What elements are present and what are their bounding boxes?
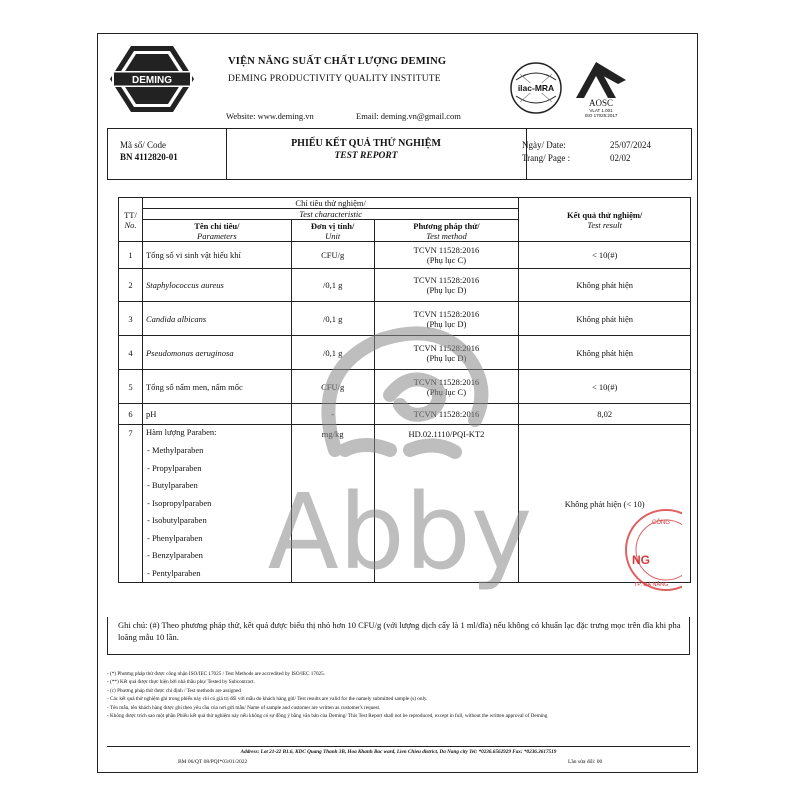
header-no: TT/ No. [119, 198, 143, 242]
table-row: 4 Pseudomonas aeruginosa /0,1 g TCVN 11528:2016 (Phụ lục D) Không phát hiện [119, 336, 691, 370]
list-item: - Butylparaben [146, 480, 198, 490]
table-row: 1 Tổng số vi sinh vật hiếu khí CFU/g TCVN 11528:2016 (Phụ lục C) < 10(#) [119, 242, 691, 269]
table-row: 5 Tổng số nấm men, nấm mốc CFU/g TCVN 11528:2016 (Phụ lục C) < 10(#) [119, 370, 691, 404]
header-method: Phương pháp thử/ Test method [374, 220, 519, 242]
test-report-page [97, 33, 698, 773]
page-label: Trang/ Page : [522, 153, 571, 163]
logo-text: DEMING [132, 75, 172, 86]
header-char-vi: Chỉ tiêu thử nghiệm/ [142, 198, 518, 209]
results-table [118, 197, 691, 583]
table-row-paraben: 7 Hàm lượng Paraben: - Methylparaben - Propylparaben - Butylparaben - Isopropylparaben - Isobutylparaben - Phenylparaben - Benzylparaben - Pentylparaben mg/kg HD.02.1110/PQI-KT2 Không phát hiện (< 10) [119, 425, 691, 583]
report-title-vi: PHIẾU KẾT QUẢ THỬ NGHIỆM [291, 138, 441, 149]
list-item: - Isobutylparaben [146, 515, 207, 525]
note-text: Ghi chú: (#) Theo phương pháp thử, kết quả được biểu thị nhỏ hơn 10 CFU/g (với lượng dịch cấy là 1 ml/đĩa) nếu không có khuẩn lạc đặc trưng mọc trên đĩa khi pha loãng mẫu 10 lần. [118, 620, 681, 642]
header-result: Kết quả thử nghiệm/ Test result [519, 198, 691, 242]
footnote: - (*) Phương pháp thử được công nhận ISO/IEC 17025 / Test Methods are accredited by ISO/IEC 17025. [107, 671, 326, 677]
ilac-mra-icon [508, 58, 564, 118]
list-item: - Benzylparaben [146, 550, 203, 560]
list-item: - Methylparaben [146, 445, 204, 455]
institute-name-vi: VIỆN NĂNG SUẤT CHẤT LƯỢNG DEMING [228, 56, 447, 67]
form-code: BM 06/QT 08/PQI*03/01/2022 [178, 759, 248, 765]
code-value: BN 4112820-01 [120, 152, 178, 162]
header-param: Tên chỉ tiêu/ Parameters [142, 220, 291, 242]
website: Website: www.deming.vn [226, 111, 314, 121]
revision: Lần sửa đổi: 00 [568, 759, 603, 765]
aosc-text: AOSC [588, 98, 614, 108]
footnotes [107, 670, 690, 720]
vlat-text: VLAT 1.001 [589, 108, 613, 113]
table-row: 2 Staphylococcus aureus /0,1 g TCVN 11528:2016 (Phụ lục D) Không phát hiện [119, 269, 691, 302]
email: Email: deming.vn@gmail.com [356, 111, 461, 121]
header-unit: Đơn vị tính/ Unit [291, 220, 374, 242]
date-value: 25/07/2024 [610, 140, 652, 150]
footnote: - Không được trích sao một phần Phiếu kết quả thử nghiệm này nếu không có sự đồng ý bằng văn bản của Deming/ This Test Report shall not be reproduced, except in full, without the written approval of Deming [107, 713, 548, 720]
footnote: - (c) Phương pháp thử được chỉ định / Test methods are assigned [107, 687, 241, 694]
institute-name-en: DEMING PRODUCTIVITY QUALITY INSTITUTE [228, 74, 441, 84]
table-row: 3 Candida albicans /0,1 g TCVN 11528:2016 (Phụ lục D) Không phát hiện [119, 302, 691, 336]
list-item: - Pentylparaben [146, 567, 201, 578]
list-item: - Isopropylparaben [146, 497, 212, 508]
footnote: - Tên mẫu, tên khách hàng được ghi theo yêu cầu của nơi gửi mẫu/ Name of sample and customer are written as customer's request. [107, 704, 381, 711]
footnote: - (**) Kết quả được thực hiện bởi nhà thầu phụ/ Tested by Subcontract. [107, 679, 255, 686]
address: Address: Lot 21-22 B1.6, KDC Quang Thanh 3B, Hoa Khanh Bac ward, Lien Chieu district, Da Nang city Tel: *0236.6562929 Fax: *0236.3617519 [107, 746, 690, 755]
iso-text: ISO 17025:2017 [584, 113, 618, 118]
ilac-text: ilac-MRA [517, 83, 555, 93]
paraben-list [143, 442, 291, 582]
list-item: - Propylparaben [146, 462, 202, 473]
report-title-en: TEST REPORT [334, 151, 398, 161]
company-stamp-icon [618, 502, 682, 598]
aosc-logo-icon [566, 58, 636, 118]
stamp-top: CÔNG [652, 520, 670, 526]
date-label: Ngày/ Date: [522, 140, 566, 150]
watermark-text: Abby [267, 471, 533, 590]
paraben-title: Hàm lượng Paraben: [145, 427, 217, 437]
stamp-mid: NG [632, 553, 650, 567]
footnote: - Các kết quả thử nghiệm ghi trong phiếu này chỉ có giá trị đối với mẫu do khách hàng gửi/ Test results are valid for the namely submitted sample (s) only. [107, 696, 428, 703]
table-row: 6 pH - TCVN 11528:2016 8,02 [119, 404, 691, 425]
paraben-result: Không phát hiện (< 10) [519, 425, 691, 583]
page-value: 02/02 [610, 153, 631, 163]
stamp-city: TP. ĐÀ NẴNG [634, 582, 669, 588]
header-char-en: Test characteristic [142, 209, 518, 220]
list-item: - Phenylparaben [146, 532, 203, 543]
deming-logo [108, 44, 196, 114]
code-label: Mã số/ Code [120, 140, 166, 150]
